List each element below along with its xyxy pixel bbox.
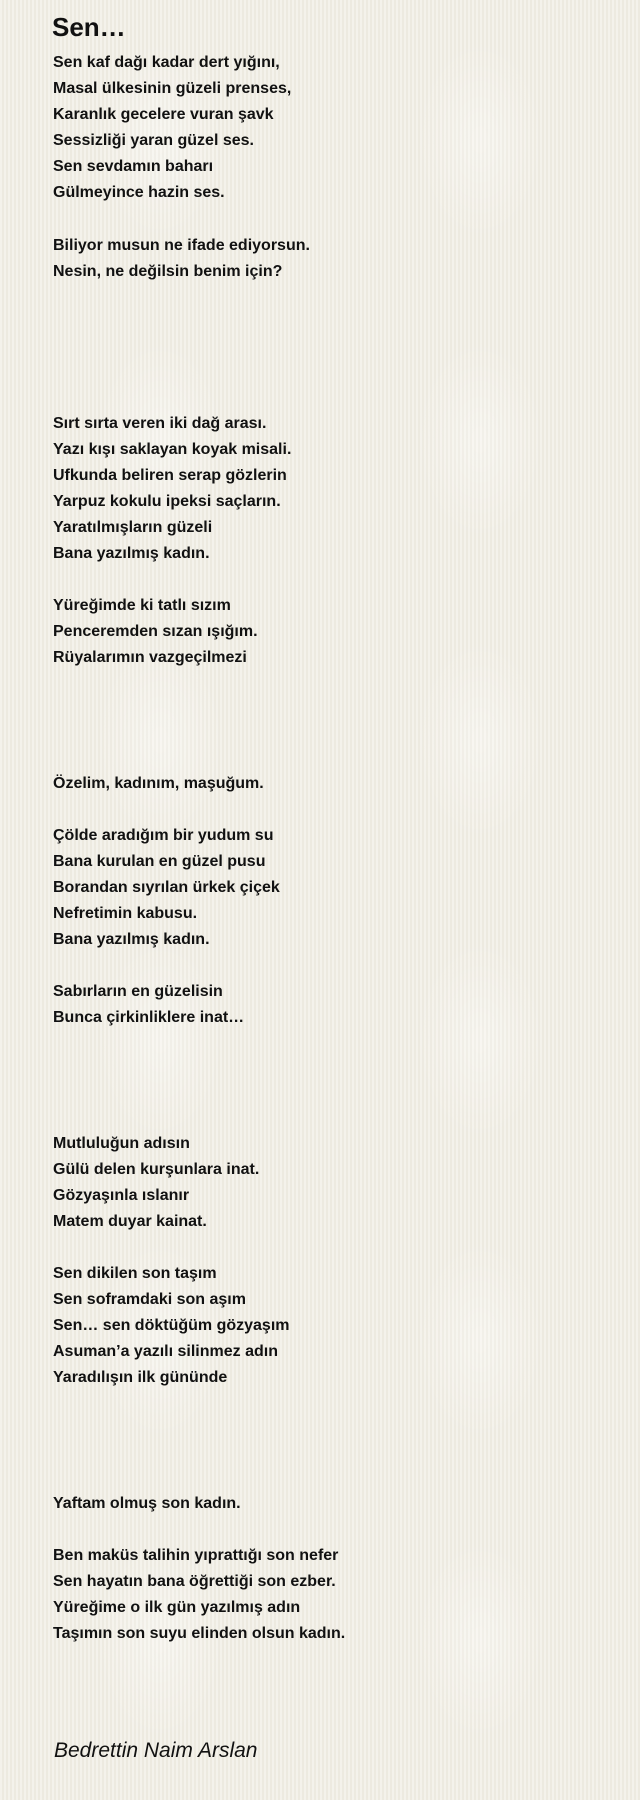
poem-line: Bana yazılmış kadın. [53,931,210,948]
poem-line: Ben maküs talihin yıprattığı son nefer [53,1547,339,1564]
poem-line: Taşımın son suyu elinden olsun kadın. [53,1625,346,1642]
poem-line: Penceremden sızan ışığım. [53,623,258,640]
poem-line: Yüreğime o ilk gün yazılmış adın [53,1599,301,1616]
stanza-4 [53,593,258,671]
poem-line: Çölde aradığım bir yudum su [53,827,274,844]
poem-line: Karanlık gecelere vuran şavk [53,106,274,123]
poem-line: Sen sevdamın baharı [53,158,214,175]
poem-author: Bedrettin Naim Arslan [54,1739,258,1762]
stanza-10 [53,1491,241,1517]
poem-line: Sabırların en güzelisin [53,983,223,1000]
poem-title: Sen… [52,12,126,42]
poem-line: Nefretimin kabusu. [53,905,198,922]
poem-line: Matem duyar kainat. [53,1213,207,1230]
poem-line: Gözyaşınla ıslanır [53,1187,190,1204]
stanza-3 [53,411,291,567]
poem-line: Yarpuz kokulu ipeksi saçların. [53,493,281,510]
poem-line: Gülmeyince hazin ses. [53,184,225,201]
poem-line: Yazı kışı saklayan koyak misali. [53,441,292,458]
stanza-1 [53,50,291,206]
stanza-5 [53,771,264,797]
poem-line: Masal ülkesinin güzeli prenses, [53,80,292,97]
poem-line: Yaratılmışların güzeli [53,519,213,536]
poem-line: Sen kaf dağı kadar dert yığını, [53,54,280,71]
stanza-9 [53,1261,289,1391]
poem-line: Nesin, ne değilsin benim için? [53,263,283,280]
stanza-11 [53,1543,345,1647]
poem-line: Rüyalarımın vazgeçilmezi [53,649,247,666]
poem-line: Ufkunda beliren serap gözlerin [53,467,287,484]
stanza-7 [53,979,244,1031]
poem-line: Asuman’a yazılı silinmez adın [53,1343,278,1360]
poem-line: Bunca çirkinliklere inat… [53,1009,245,1026]
poem-line: Mutluluğun adısın [53,1135,190,1152]
poem-line: Sen… sen döktüğüm gözyaşım [53,1317,290,1334]
poem-line: Sessizliği yaran güzel ses. [53,132,254,149]
poem-line: Biliyor musun ne ifade ediyorsun. [53,237,310,254]
poem-line: Sırt sırta veren iki dağ arası. [53,415,267,432]
poem-line: Bana kurulan en güzel pusu [53,853,266,870]
poem-line: Sen dikilen son taşım [53,1265,217,1282]
poem-line: Yüreğimde ki tatlı sızım [53,597,231,614]
stanza-6 [53,823,280,953]
poem-line: Sen soframdaki son aşım [53,1291,246,1308]
stanza-8 [53,1131,259,1235]
poem-line: Gülü delen kurşunlara inat. [53,1161,260,1178]
poem-line: Yaradılışın ilk gününde [53,1369,228,1386]
poem-line: Borandan sıyrılan ürkek çiçek [53,879,280,896]
poem-line: Bana yazılmış kadın. [53,545,210,562]
poem-line: Yaftam olmuş son kadın. [53,1495,241,1512]
poem-line: Sen hayatın bana öğrettiği son ezber. [53,1573,336,1590]
poem-line: Özelim, kadınım, maşuğum. [53,775,264,792]
stanza-2 [53,233,310,285]
